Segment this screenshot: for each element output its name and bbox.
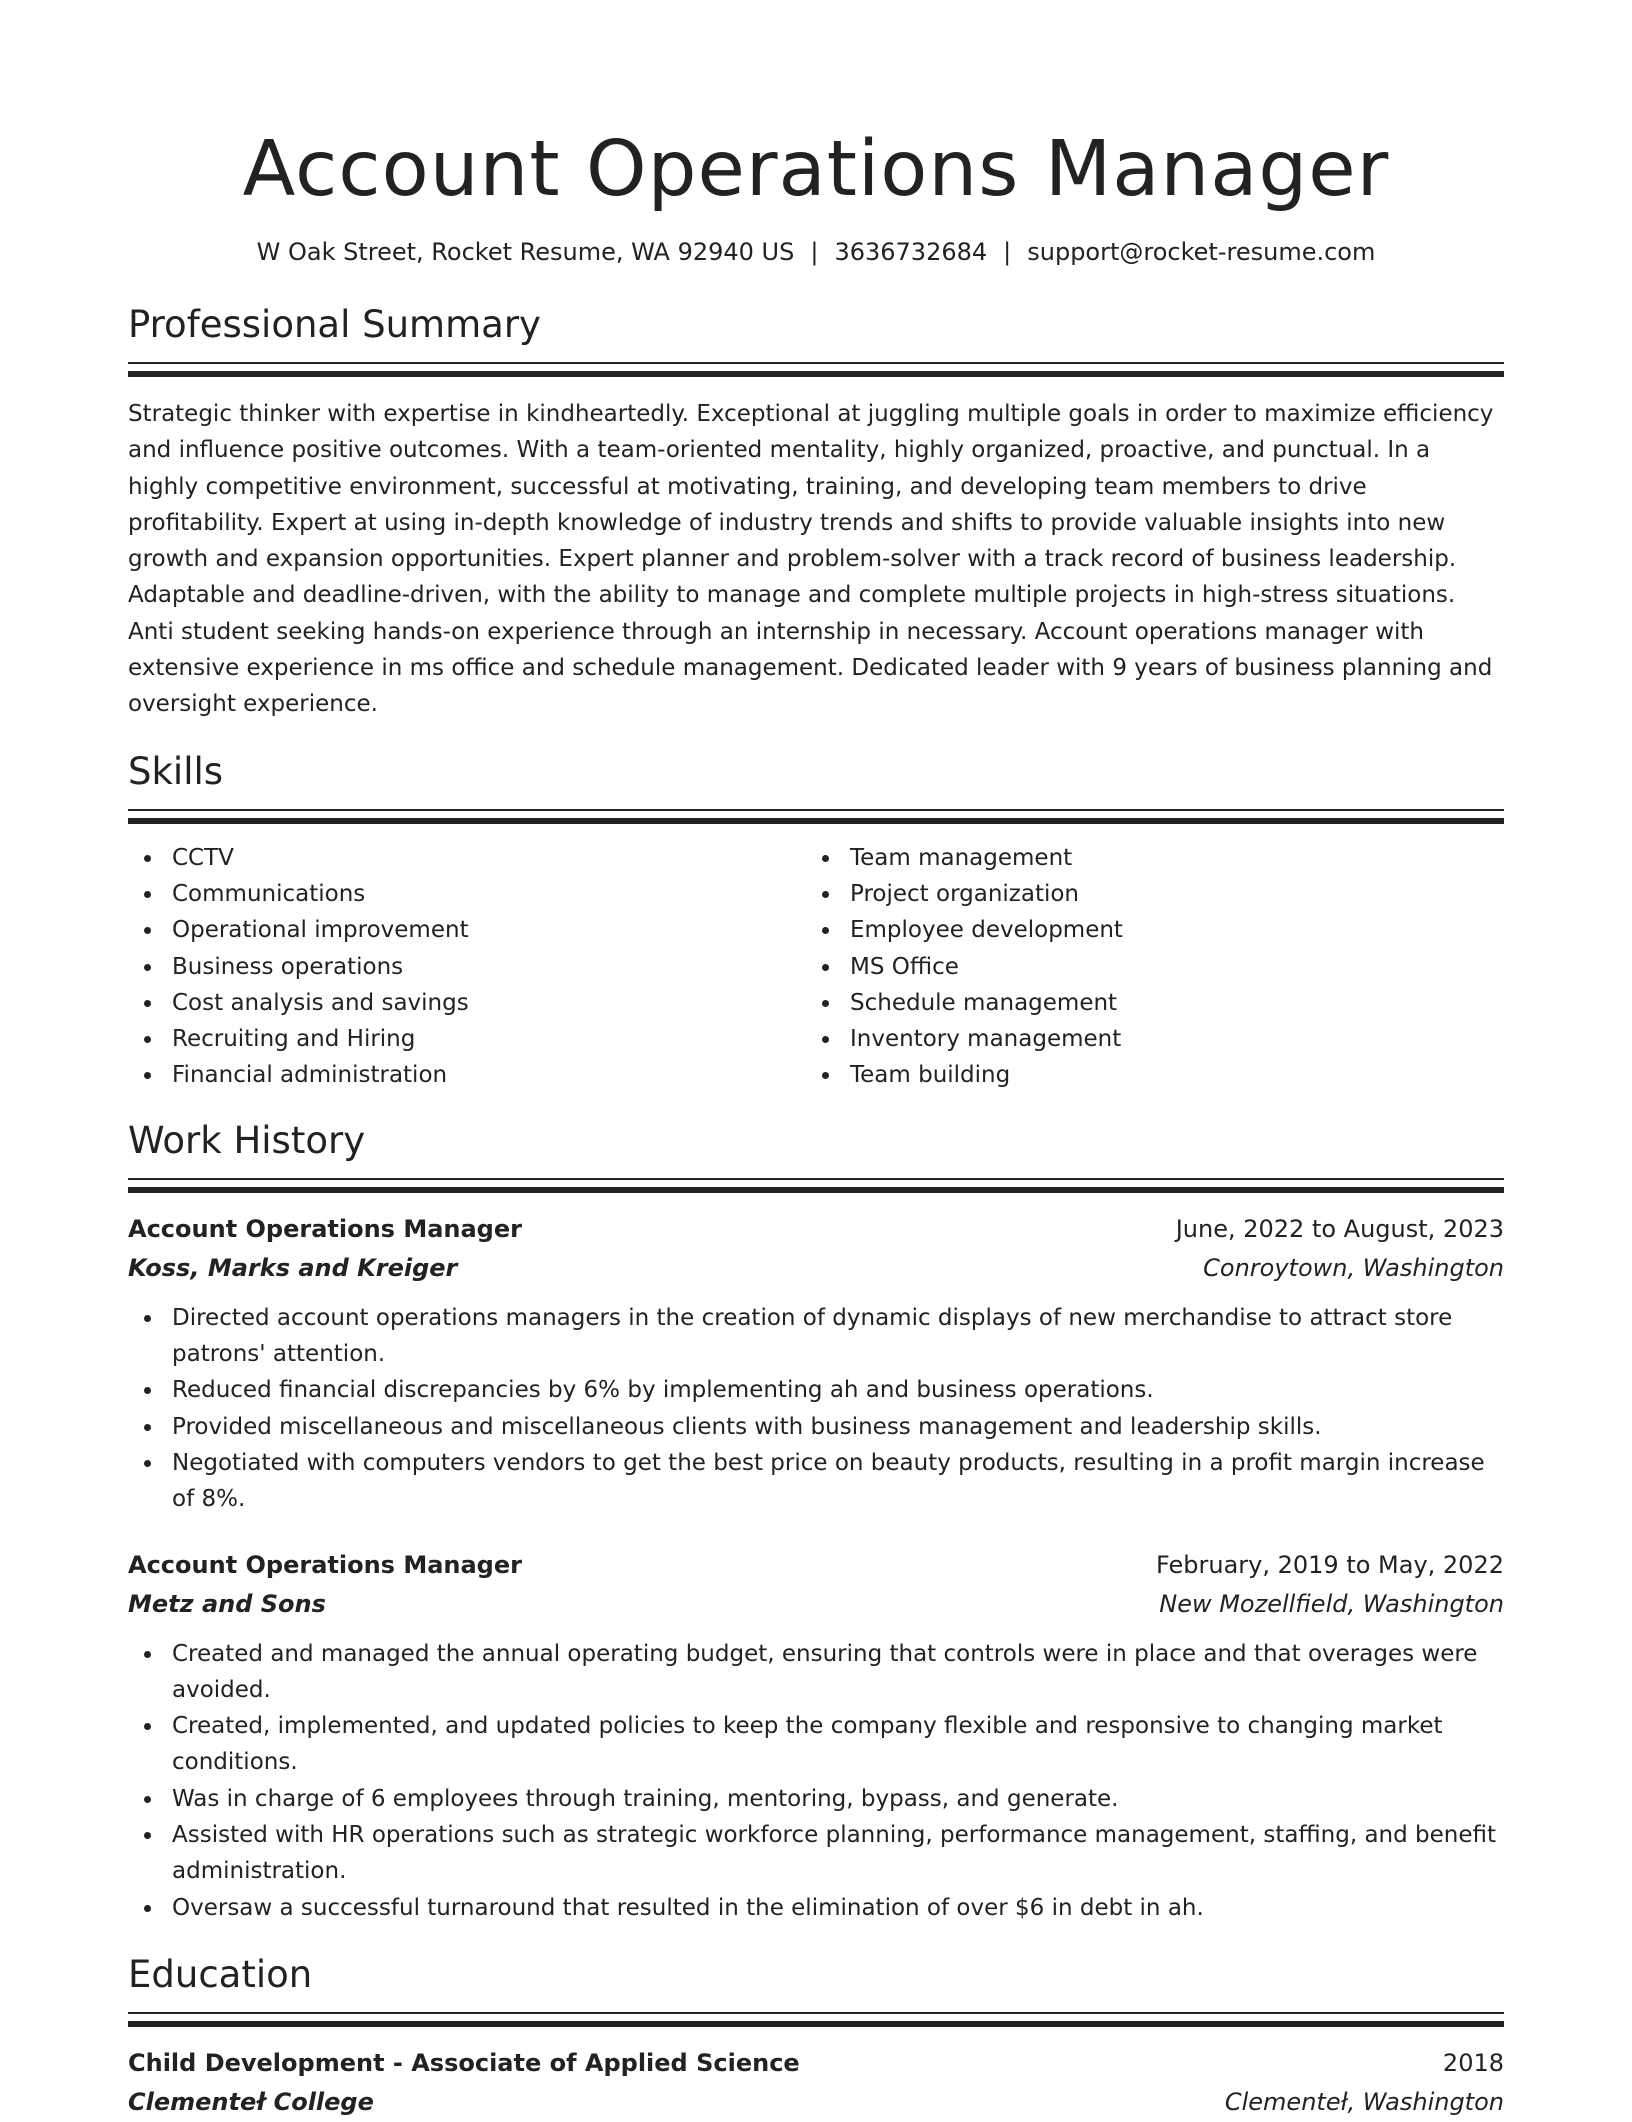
job-dates: June, 2022 to August, 2023 xyxy=(1175,1214,1504,1243)
job-company: Koss, Marks and Kreiger xyxy=(128,1253,458,1282)
job-dates: February, 2019 to May, 2022 xyxy=(1156,1550,1504,1579)
skill-item: Communications xyxy=(128,876,806,912)
job-bullet: Reduced financial discrepancies by 6% by implementing ah and business operations. xyxy=(128,1372,1504,1408)
contact-phone: 3636732684 xyxy=(834,238,988,266)
skills-heading: Skills xyxy=(128,749,224,793)
skills-section xyxy=(128,749,1504,1094)
contact-line xyxy=(128,236,1504,268)
skill-item: CCTV xyxy=(128,840,806,876)
skill-item: Inventory management xyxy=(806,1021,1484,1057)
contact-separator: | xyxy=(1003,238,1012,266)
summary-text: Strategic thinker with expertise in kindheartedly. Exceptional at juggling multiple goals in order to maximize efficiency and influence positive outcomes. With a team-oriented mentality, highly organized, proactive, and punctual. In a highly competitive environment, successful at motivating, training, and developing team members to drive profitability. Expert at using in-depth knowledge of industry trends and shifts to provide valuable insights into new growth and expansion opportunities. Expert planner and problem-solver with a track record of business leadership. Adaptable and deadline-driven, with the ability to manage and complete multiple projects in high-stress situations. Anti student seeking hands-on experience through an internship in necessary. Account operations manager with extensive experience in ms office and schedule management. Dedicated leader with 9 years of business planning and oversight experience. xyxy=(128,401,1494,718)
work-heading: Work History xyxy=(128,1118,366,1162)
skill-item: Recruiting and Hiring xyxy=(128,1021,806,1057)
job-entry xyxy=(128,1210,1504,1518)
education-section xyxy=(128,1952,1504,2122)
skill-item: Business operations xyxy=(128,949,806,985)
job-bullet: Assisted with HR operations such as strategic workforce planning, performance management, staffing, and benefit administration. xyxy=(128,1817,1504,1890)
skills-column-right xyxy=(806,840,1484,1094)
education-subheader xyxy=(128,2083,1504,2122)
resume-name: Account Operations Manager xyxy=(242,125,1390,214)
job-entry xyxy=(128,1546,1504,1926)
job-location: Conroytown, Washington xyxy=(1203,1253,1504,1282)
skill-item: Team building xyxy=(806,1057,1484,1093)
section-divider xyxy=(128,362,1504,379)
education-heading: Education xyxy=(128,1952,313,1996)
summary-heading: Professional Summary xyxy=(128,303,541,346)
skill-item: MS Office xyxy=(806,949,1484,985)
job-bullet: Was in charge of 6 employees through training, mentoring, bypass, and generate. xyxy=(128,1781,1504,1817)
job-header xyxy=(128,1546,1504,1585)
education-school: Clementeł College xyxy=(128,2087,374,2116)
job-subheader xyxy=(128,1249,1504,1288)
skills-column-left xyxy=(128,840,806,1094)
contact-email: support@rocket-resume.com xyxy=(1027,238,1376,266)
job-title: Account Operations Manager xyxy=(128,1550,522,1579)
job-bullet: Oversaw a successful turnaround that resulted in the elimination of over $6 in debt in ah. xyxy=(128,1890,1504,1926)
skill-item: Team management xyxy=(806,840,1484,876)
education-degree: Child Development - Associate of Applied Science xyxy=(128,2048,800,2077)
job-bullet: Provided miscellaneous and miscellaneous clients with business management and leadership skills. xyxy=(128,1409,1504,1445)
job-bullet: Created and managed the annual operating budget, ensuring that controls were in place and that overages were avoided. xyxy=(128,1636,1504,1709)
job-bullets xyxy=(128,1300,1504,1518)
skill-item: Financial administration xyxy=(128,1057,806,1093)
contact-address: W Oak Street, Rocket Resume, WA 92940 US xyxy=(256,238,795,266)
skill-item: Schedule management xyxy=(806,985,1484,1021)
summary-section xyxy=(128,302,1504,723)
education-location: Clementeł, Washington xyxy=(1224,2087,1504,2116)
job-title: Account Operations Manager xyxy=(128,1214,522,1243)
section-divider xyxy=(128,1178,1504,1195)
job-bullet: Negotiated with computers vendors to get the best price on beauty products, resulting in a profit margin increase of 8%. xyxy=(128,1445,1504,1518)
education-entry xyxy=(128,2044,1504,2122)
section-divider xyxy=(128,809,1504,826)
job-header xyxy=(128,1210,1504,1249)
skill-item: Project organization xyxy=(806,876,1484,912)
work-section xyxy=(128,1118,1504,1926)
job-bullet: Created, implemented, and updated policies to keep the company flexible and responsive to changing market conditions. xyxy=(128,1708,1504,1781)
contact-separator: | xyxy=(810,238,819,266)
job-bullet: Directed account operations managers in the creation of dynamic displays of new merchandise to attract store patrons' attention. xyxy=(128,1300,1504,1373)
skills-list xyxy=(128,840,1504,1094)
job-location: New Mozellfield, Washington xyxy=(1159,1589,1504,1618)
job-subheader xyxy=(128,1585,1504,1624)
education-year: 2018 xyxy=(1442,2048,1504,2077)
resume-page xyxy=(128,0,1504,2122)
section-divider xyxy=(128,2012,1504,2029)
job-company: Metz and Sons xyxy=(128,1589,326,1618)
education-header xyxy=(128,2044,1504,2083)
job-bullets xyxy=(128,1636,1504,1926)
skill-item: Operational improvement xyxy=(128,912,806,948)
skill-item: Cost analysis and savings xyxy=(128,985,806,1021)
skill-item: Employee development xyxy=(806,912,1484,948)
